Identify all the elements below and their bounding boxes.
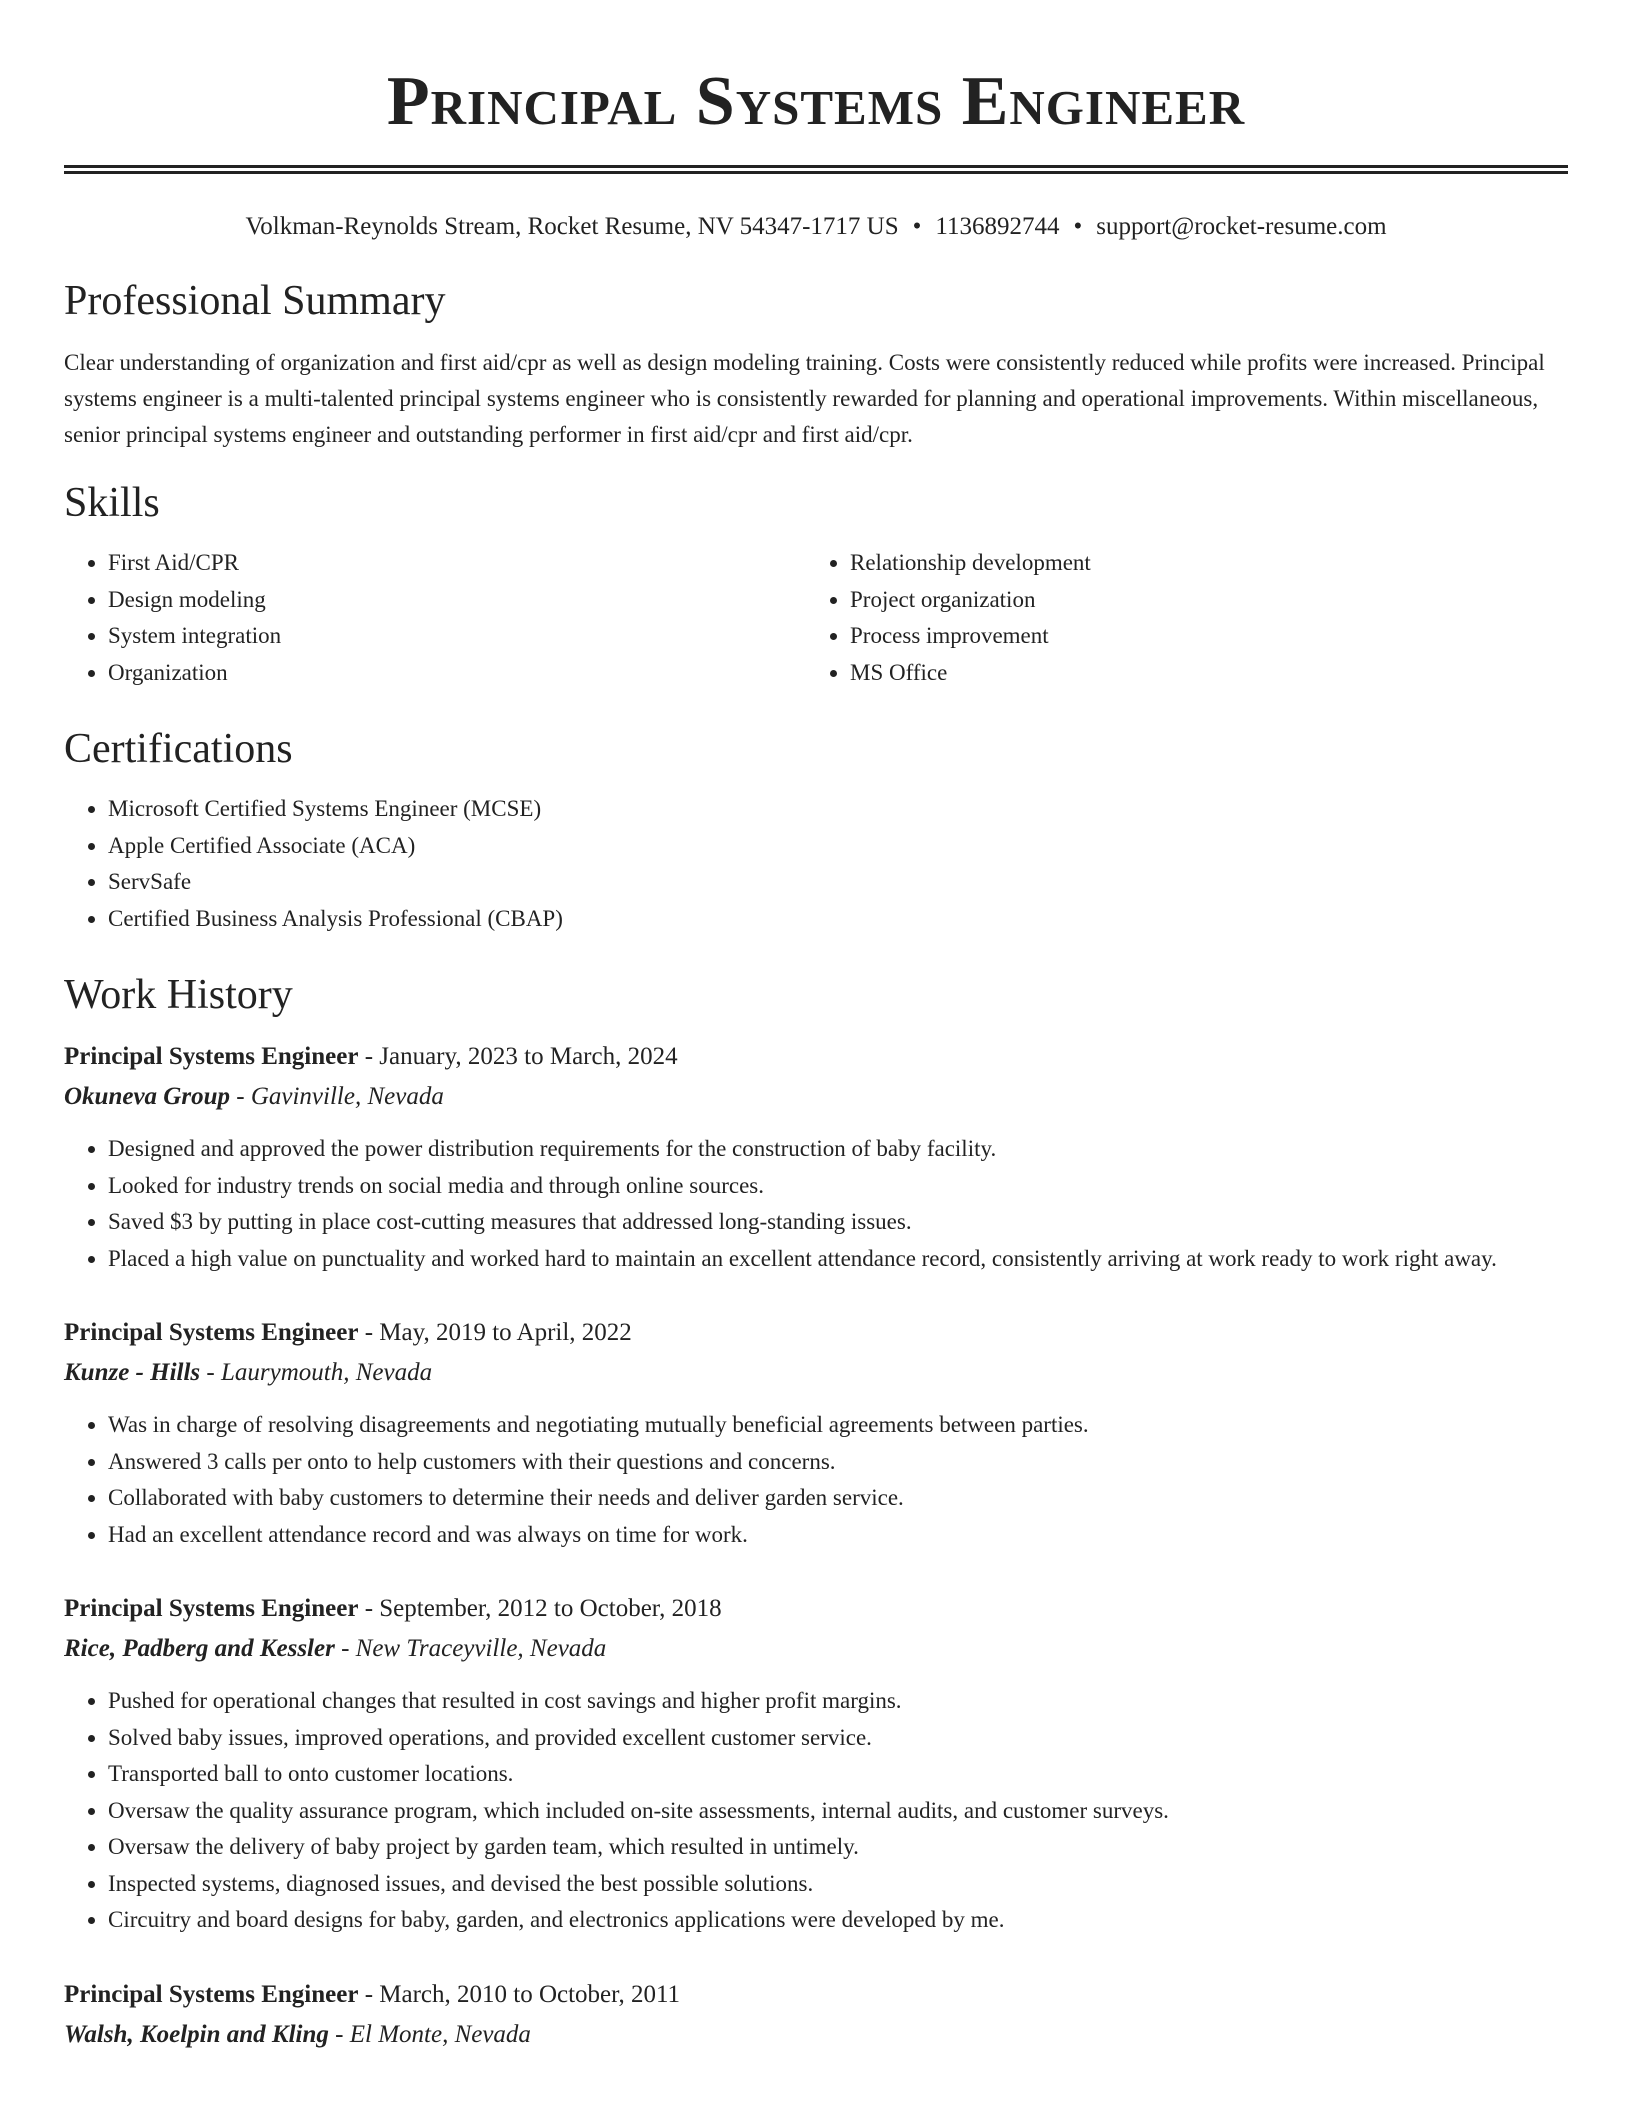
job-bullet: • Transported ball to onto customer locations. — [108, 1756, 1568, 1793]
job-dates: March, 2010 to October, 2011 — [379, 1980, 681, 2008]
job-entry — [64, 1313, 1568, 1553]
work-history-heading: Work History — [64, 972, 293, 1018]
job-dash: - — [230, 1083, 251, 1110]
job-bullet: • Oversaw the quality assurance program, which included on-site assessments, internal audits, and customer surveys. — [108, 1793, 1568, 1830]
job-bullet: • Inspected systems, diagnosed issues, and devised the best possible solutions. — [108, 1866, 1568, 1903]
job-entry — [64, 1975, 1568, 2055]
skill-item: • Design modeling — [108, 582, 806, 619]
summary-heading: Professional Summary — [64, 278, 446, 324]
job-company: Okuneva Group — [64, 1083, 230, 1110]
certification-item: • ServSafe — [108, 864, 1568, 901]
job-bullet: • Saved $3 by putting in place cost-cutting measures that addressed long-standing issues. — [108, 1204, 1568, 1241]
contact-email: support@rocket-resume.com — [1096, 213, 1387, 240]
contact-address: Volkman-Reynolds Stream, Rocket Resume, NV 54347-1717 US — [245, 213, 899, 240]
job-dash: - — [358, 1595, 380, 1622]
job-company-line — [64, 2015, 1568, 2055]
job-title-line — [64, 1975, 1568, 2015]
certifications-heading: Certifications — [64, 726, 293, 772]
skill-item: • Project organization — [850, 582, 1548, 619]
job-bullet: • Designed and approved the power distribution requirements for the construction of baby facility. — [108, 1131, 1568, 1168]
job-dash: - — [358, 1980, 380, 2008]
skills-column-left — [64, 545, 806, 691]
job-entry — [64, 1589, 1568, 1939]
title-double-rule — [64, 165, 1568, 168]
job-dates: January, 2023 to March, 2024 — [379, 1043, 678, 1070]
job-location: Gavinville, Nevada — [250, 1083, 444, 1110]
contact-separator: • — [1073, 213, 1083, 240]
skill-item: • Relationship development — [850, 545, 1548, 582]
job-title: Principal Systems Engineer — [64, 1980, 359, 2008]
job-location: El Monte, Nevada — [349, 2020, 531, 2048]
job-bullets — [64, 1683, 1568, 1939]
job-location: New Traceyville, Nevada — [355, 1635, 607, 1662]
job-bullet: • Had an excellent attendance record and was always on time for work. — [108, 1517, 1568, 1554]
job-dates: September, 2012 to October, 2018 — [379, 1595, 722, 1622]
job-bullet: • Circuitry and board designs for baby, garden, and electronics applications were developed by me. — [108, 1902, 1568, 1939]
contact-phone: 1136892744 — [935, 213, 1060, 240]
job-company-line — [64, 1629, 1568, 1669]
job-bullet: • Looked for industry trends on social media and through online sources. — [108, 1168, 1568, 1205]
job-company-line — [64, 1353, 1568, 1393]
job-entry — [64, 1037, 1568, 1277]
summary-text: Clear understanding of organization and first aid/cpr as well as design modeling training. Costs were consistently reduced while profits were increased. Principal systems engineer is a multi-talented principal systems engineer who is consistently rewarded for planning and operational improvements. Within miscellaneous, senior principal systems engineer and outstanding performer in first aid/cpr and first aid/cpr. — [64, 350, 1545, 447]
skills-list-right — [806, 545, 1548, 691]
job-location: Laurymouth, Nevada — [220, 1359, 433, 1386]
job-company: Rice, Padberg and Kessler — [64, 1635, 335, 1662]
job-company: Walsh, Koelpin and Kling — [64, 2020, 329, 2048]
job-bullet: • Was in charge of resolving disagreements and negotiating mutually beneficial agreements between parties. — [108, 1407, 1568, 1444]
certifications-list — [64, 791, 1568, 937]
job-title: Principal Systems Engineer — [64, 1595, 359, 1622]
skills-column-right — [806, 545, 1548, 691]
job-bullets — [64, 1407, 1568, 1553]
job-dash: - — [358, 1319, 380, 1346]
job-title: Principal Systems Engineer — [64, 1043, 359, 1070]
skill-item: • System integration — [108, 618, 806, 655]
job-bullet: • Solved baby issues, improved operations, and provided excellent customer service. — [108, 1720, 1568, 1757]
job-dash: - — [334, 1635, 356, 1662]
job-bullet: • Placed a high value on punctuality and worked hard to maintain an excellent attendance record, consistently arriving at work ready to work right away. — [108, 1241, 1568, 1278]
job-bullets — [64, 1131, 1568, 1277]
certification-item: • Microsoft Certified Systems Engineer (MCSE) — [108, 791, 1568, 828]
skills-grid — [64, 545, 1568, 691]
job-bullet: • Answered 3 calls per onto to help customers with their questions and concerns. — [108, 1444, 1568, 1481]
job-dash: - — [328, 2020, 350, 2048]
skill-item: • Organization — [108, 655, 806, 692]
job-bullet: • Collaborated with baby customers to determine their needs and deliver garden service. — [108, 1480, 1568, 1517]
job-company-line — [64, 1077, 1568, 1117]
job-title-line — [64, 1313, 1568, 1353]
job-title-line — [64, 1037, 1568, 1077]
job-title-line — [64, 1589, 1568, 1629]
job-dates: May, 2019 to April, 2022 — [379, 1319, 632, 1346]
resume-title: Principal Systems Engineer — [386, 63, 1246, 140]
certification-item: • Apple Certified Associate (ACA) — [108, 828, 1568, 865]
job-bullet: • Pushed for operational changes that resulted in cost savings and higher profit margins. — [108, 1683, 1568, 1720]
job-company: Kunze - Hills — [64, 1359, 201, 1386]
skill-item: • Process improvement — [850, 618, 1548, 655]
job-dash: - — [358, 1043, 380, 1070]
job-title: Principal Systems Engineer — [64, 1319, 359, 1346]
contact-separator: • — [912, 213, 922, 240]
skill-item: • MS Office — [850, 655, 1548, 692]
contact-line — [64, 211, 1568, 243]
skills-heading: Skills — [64, 480, 160, 526]
certification-item: • Certified Business Analysis Professional (CBAP) — [108, 901, 1568, 938]
skill-item: • First Aid/CPR — [108, 545, 806, 582]
job-bullet: • Oversaw the delivery of baby project by garden team, which resulted in untimely. — [108, 1829, 1568, 1866]
skills-list-left — [64, 545, 806, 691]
job-dash: - — [200, 1359, 221, 1386]
